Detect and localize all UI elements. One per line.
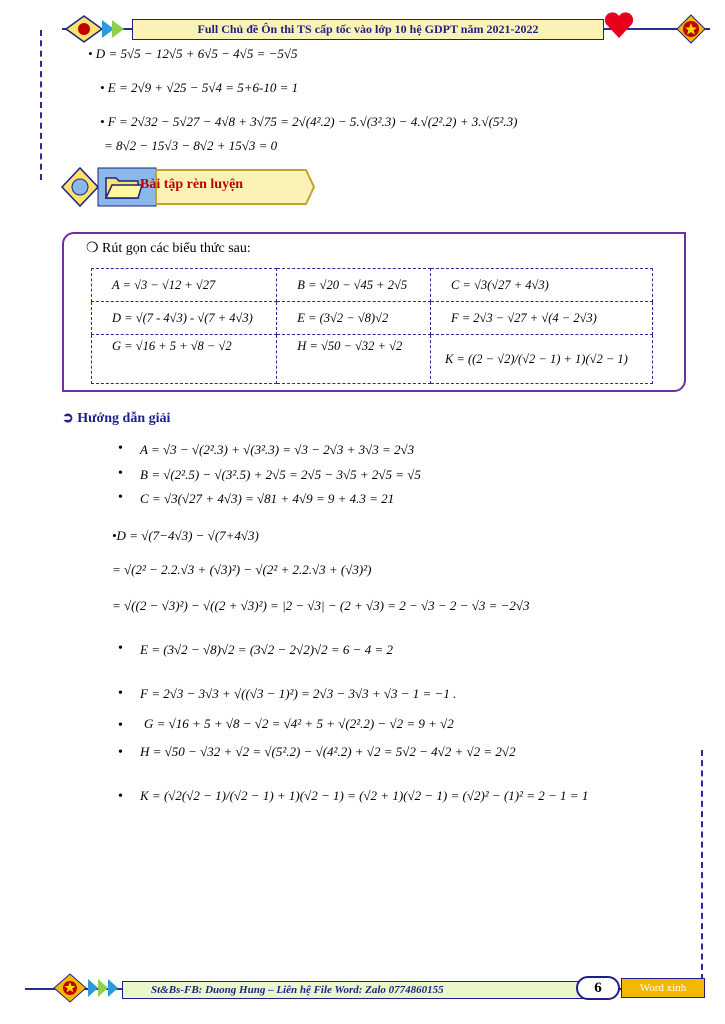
exercise-f: F = 2√3 − √27 + √(4 − 2√3) [430,302,652,335]
exercise-c: C = √3(√27 + 4√3) [430,269,652,302]
exercise-title: ❍ Rút gọn các biểu thức sau: [86,241,251,256]
bullet: • [118,466,123,481]
exercise-h: H = √50 − √32 + √2 [277,335,431,384]
table-row [92,269,653,302]
header-left-ornament [64,14,134,44]
exercise-d: D = √(7 - 4√3) - √(7 + 4√3) [92,302,277,335]
solution-e: E = (3√2 − √8)√2 = (3√2 − 2√2)√2 = 6 − 4 = 2 [140,642,393,657]
line-f2: = 8√2 − 15√3 − 8√2 + 15√3 = 0 [104,138,278,153]
page-number: 6 [576,976,620,1000]
solution-d1: •D = √(7−4√3) − √(7+4√3) [112,528,259,543]
word-badge: Word xinh [621,978,705,998]
solution-d3: = √((2 − √3)²) − √((2 + √3)²) = |2 − √3| − (2 + √3) = 2 − √3 − 2 − √3 = −2√3 [112,598,530,613]
star-badge-icon [676,14,706,44]
bullet: • [118,641,123,656]
bullet: • [118,441,123,456]
section-label: Bài tập rèn luyện [140,177,244,192]
line-f: • F = 2√32 − 5√27 − 4√8 + 3√75 = 2√(4².2) − 5.√(3².3) − 4.√(2².2) + 3.√(5².3) [100,114,518,129]
folder-icon [104,172,142,202]
solution-k: K = (√2(√2 − 1)/(√2 − 1) + 1)(√2 − 1) = (√2 + 1)(√2 − 1) = (√2)² − (1)² = 2 − 1 = 1 [140,788,589,803]
solution-heading: ➲ Hướng dẫn giải [62,411,171,426]
exercise-a: A = √3 − √12 + √27 [92,269,277,302]
exercise-k: K = ((2 − √2)/(√2 − 1) + 1)(√2 − 1) [430,335,652,384]
solution-h: H = √50 − √32 + √2 = √(5².2) − √(4².2) + √2 = 5√2 − 4√2 + √2 = 2√2 [140,744,516,759]
exercise-e: E = (3√2 − √8)√2 [277,302,431,335]
bullet: • [118,490,123,505]
right-margin-rule [701,750,703,980]
exercise-table [91,268,653,384]
bullet: • [118,745,123,760]
solution-d2: = √(2² − 2.2.√3 + (√3)²) − √(2² + 2.2.√3 + (√3)²) [112,562,372,577]
solution-f: F = 2√3 − 3√3 + √((√3 − 1)²) = 2√3 − 3√3 + √3 − 1 = −1 . [140,686,457,701]
left-margin-rule [40,30,42,180]
solution-g: G = √16 + 5 + √8 − √2 = √4² + 5 + √(2².2) − √2 = 9 + √2 [144,716,454,731]
table-row [92,335,653,384]
solution-a: A = √3 − √(2².3) + √(3².3) = √3 − 2√3 + 3√3 = 2√3 [140,442,415,457]
header-title: Full Chủ đề Ôn thi TS cấp tốc vào lớp 10 hệ GDPT năm 2021-2022 [132,19,604,40]
bullet: • [118,789,123,804]
bullet: • [118,718,123,733]
line-e: • E = 2√9 + √25 − 5√4 = 5+6-10 = 1 [100,80,299,95]
solution-b: B = √(2².5) − √(3².5) + 2√5 = 2√5 − 3√5 + 2√5 = √5 [140,467,421,482]
heart-icon [603,10,635,40]
footer-ornament [40,972,124,1004]
footer-text: St&Bs-FB: Duong Hung – Liên hệ File Word: Zalo 0774860155 [122,981,596,999]
solution-c: C = √3(√27 + 4√3) = √81 + 4√9 = 9 + 4.3 = 21 [140,491,395,506]
exercise-b: B = √20 − √45 + 2√5 [277,269,431,302]
table-row [92,302,653,335]
bullet: • [118,686,123,701]
exercise-g: G = √16 + 5 + √8 − √2 [92,335,277,384]
line-d: • D = 5√5 − 12√5 + 6√5 − 4√5 = −5√5 [88,46,298,61]
